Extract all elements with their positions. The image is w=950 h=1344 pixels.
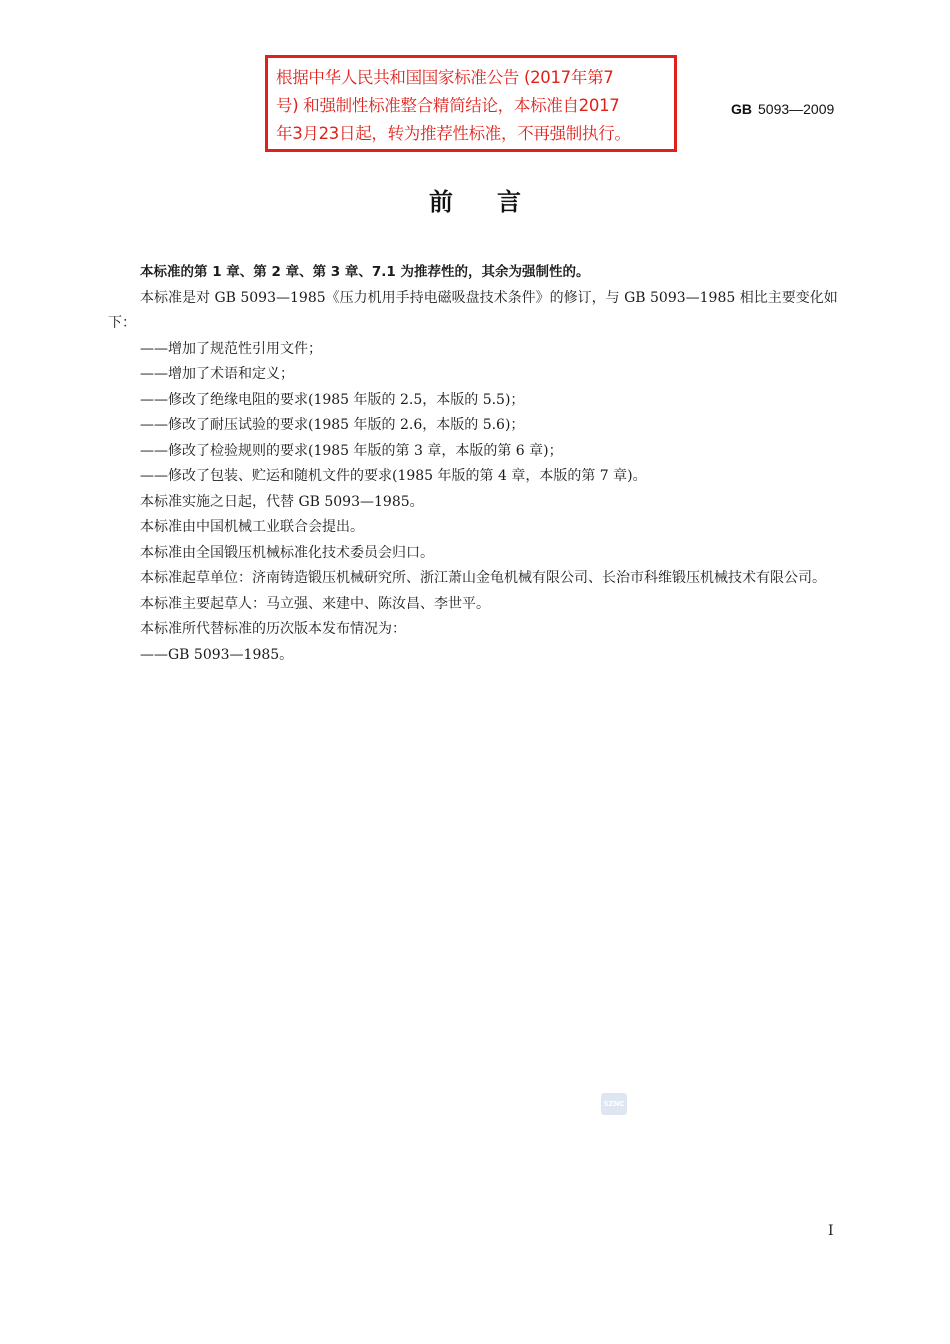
change-item: ——修改了绝缘电阻的要求(1985 年版的 2.5，本版的 5.5)； — [140, 391, 525, 408]
change-item: ——增加了规范性引用文件； — [140, 340, 322, 357]
page-title: 前言 — [429, 188, 565, 216]
change-item: ——修改了耐压试验的要求(1985 年版的 2.6，本版的 5.6)； — [140, 417, 525, 433]
change-item: ——修改了检验规则的要求(1985 年版的第 3 章，本版的第 6 章)； — [140, 442, 563, 459]
standard-number — [731, 101, 834, 117]
paragraph-proposer: 本标准由中国机械工业联合会提出。 — [140, 519, 364, 535]
watermark-logo: SZNC — [601, 1093, 627, 1115]
standard-code: 5093—2009 — [758, 101, 835, 117]
paragraph-history: 本标准所代替标准的历次版本发布情况为： — [140, 621, 406, 637]
preface-body — [108, 260, 844, 668]
paragraph-committee: 本标准由全国锻压机械标准化技术委员会归口。 — [140, 544, 434, 561]
paragraph-drafters-org: 本标准起草单位：济南铸造锻压机械研究所、浙江萧山金龟机械有限公司、长治市科维锻压机械技术有限公司。 — [140, 570, 826, 586]
paragraph-replaces: 本标准实施之日起，代替 GB 5093—1985。 — [140, 493, 424, 510]
paragraph-scope: 本标准的第 1 章、第 2 章、第 3 章、7.1 为推荐性的，其余为强制性的。 — [140, 264, 590, 280]
paragraph-drafters: 本标准主要起草人：马立强、来建中、陈汝昌、李世平。 — [140, 595, 490, 612]
notice-line: 号) 和强制性标准整合精简结论，本标准自2017 — [276, 96, 620, 115]
change-item: ——增加了术语和定义； — [140, 366, 294, 382]
notice-line: 根据中华人民共和国国家标准公告 (2017年第7 — [276, 68, 614, 87]
change-item: ——修改了包装、贮运和随机文件的要求(1985 年版的第 4 章，本版的第 7 章)。 — [140, 468, 647, 484]
notice-line: 年3月23日起，转为推荐性标准，不再强制执行。 — [276, 124, 631, 143]
paragraph-revision: 本标准是对 GB 5093—1985《压力机用手持电磁吸盘技术条件》的修订，与 GB 5093—1985 相比主要变化如下： — [108, 289, 838, 331]
history-item: ——GB 5093—1985。 — [140, 646, 294, 663]
standard-prefix: GB — [731, 101, 752, 117]
notice-box — [265, 55, 677, 152]
page-number: I — [828, 1223, 834, 1239]
